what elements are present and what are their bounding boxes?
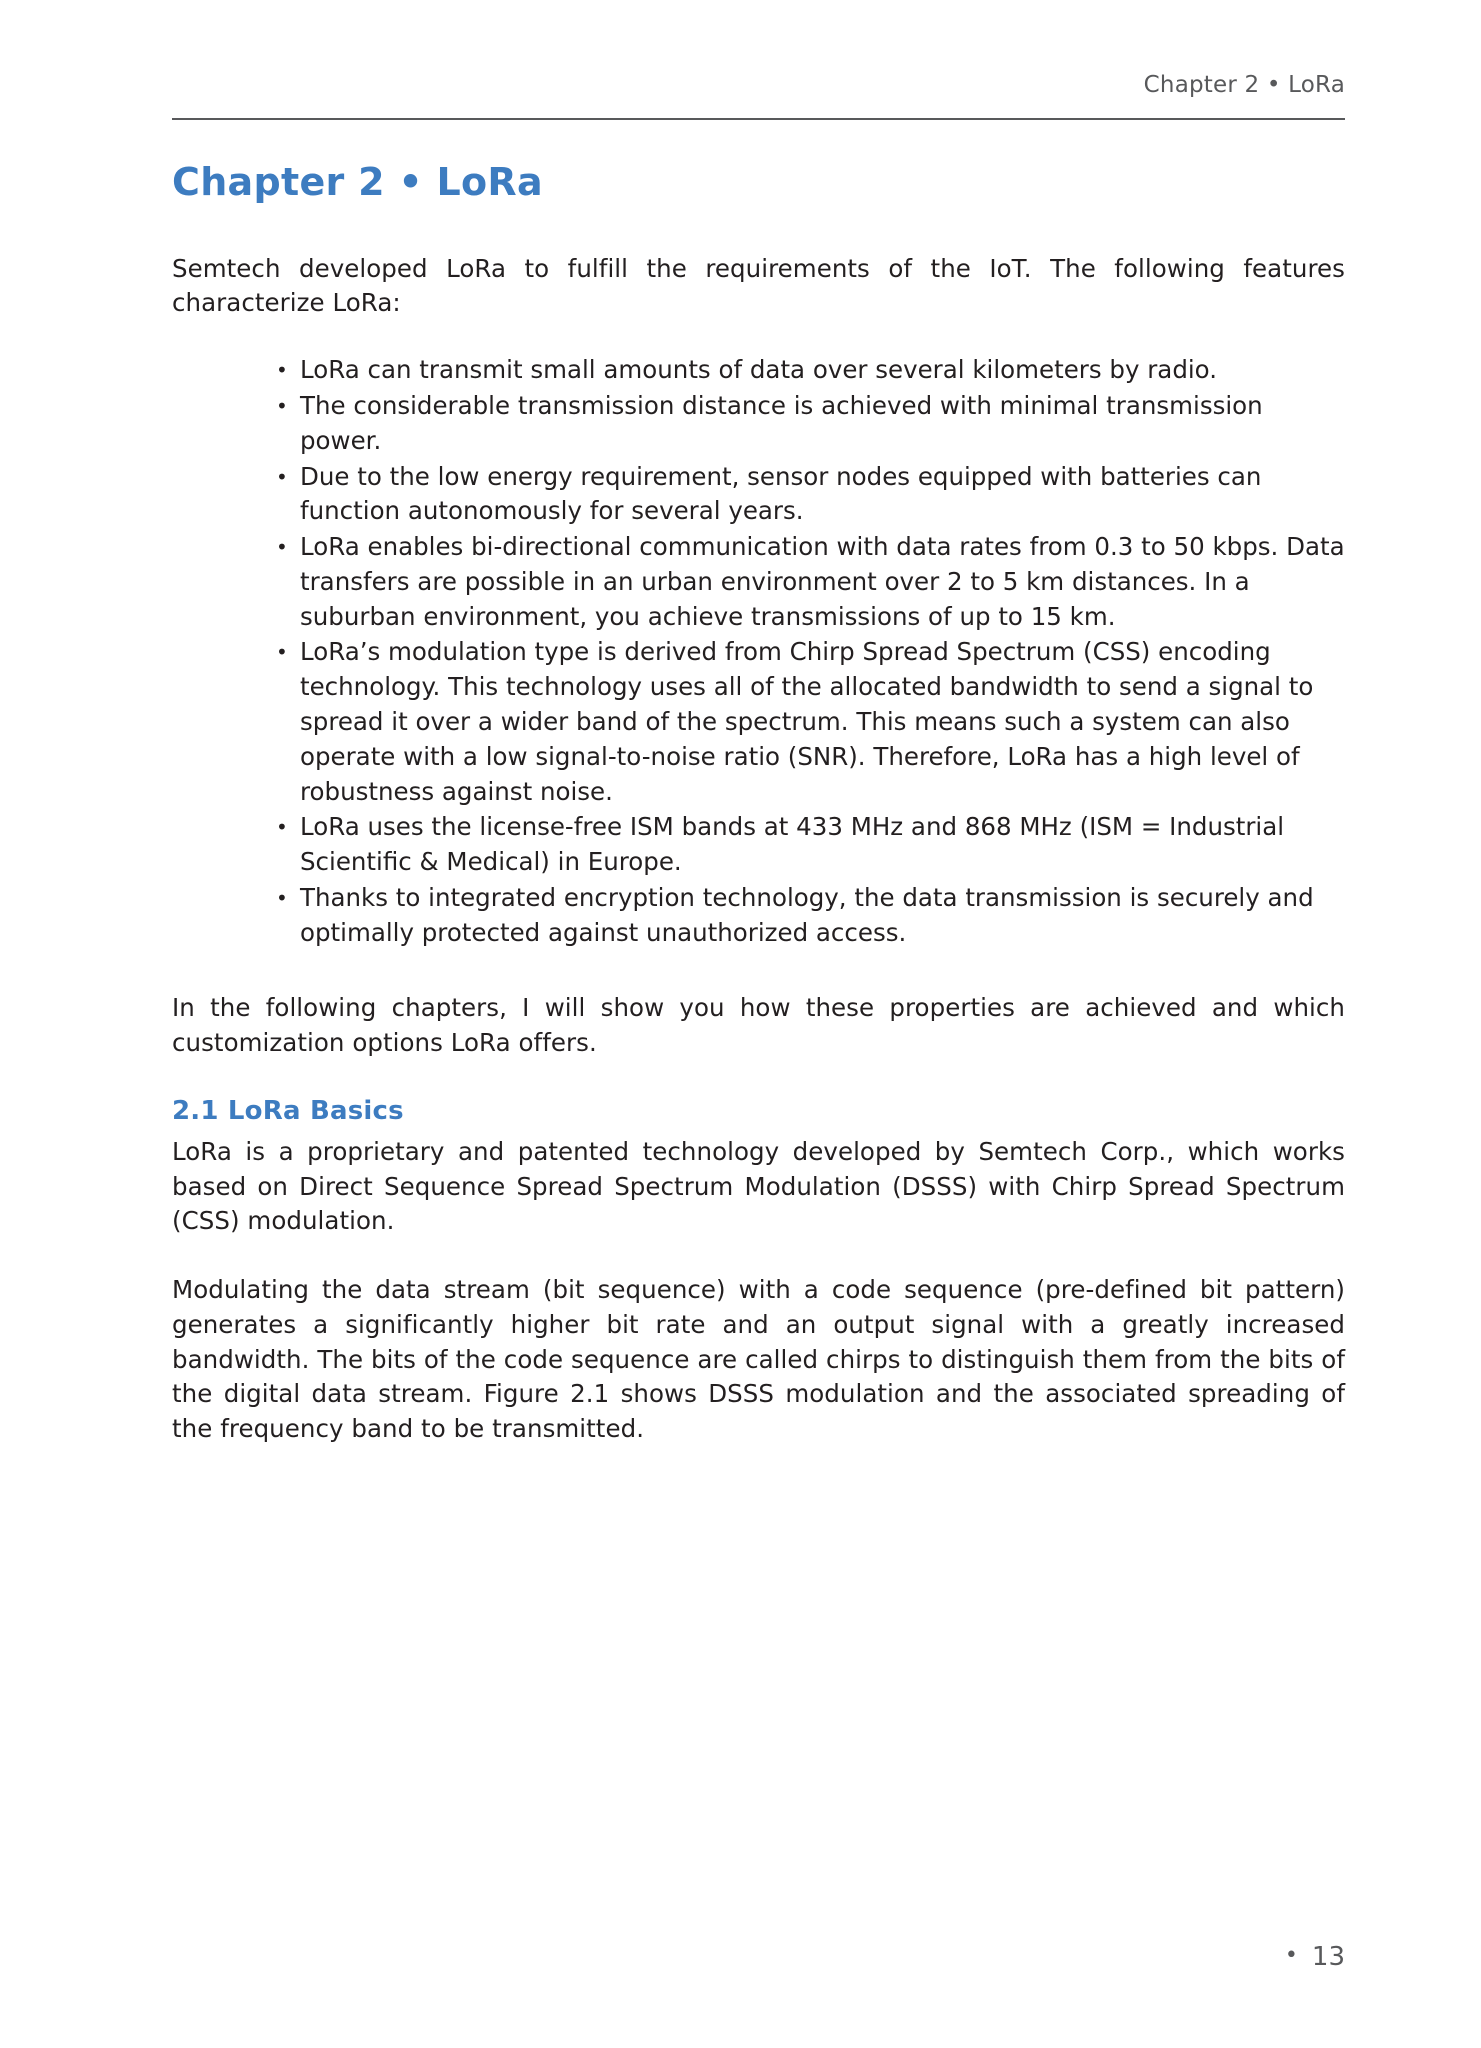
list-item: • LoRa enables bi-directional communication with data rates from 0.3 to 50 kbps. Data transfers are possible in an urban environment over 2 to 5 km distances. In a suburban environment, you achieve transmissions of up to 15 km. [274,530,1345,634]
vertical-spacer [172,1239,1345,1273]
list-item: • LoRa’s modulation type is derived from Chirp Spread Spectrum (CSS) encoding technology. This technology uses all of the allocated bandwidth to send a signal to spread it over a wider band of the spectrum. This means such a system can also operate with a low signal-to-noise ratio (SNR). Therefore, LoRa has a high level of robustness against noise. [274,635,1345,809]
vertical-spacer [172,951,1345,991]
list-item: • The considerable transmission distance is achieved with minimal transmission power. [274,389,1345,459]
section-heading-2-1: 2.1 LoRa Basics [172,1096,404,1126]
header-rule-divider [172,118,1345,120]
chapter-title: Chapter 2 • LoRa [172,160,543,204]
chapter-intro-paragraph: Semtech developed LoRa to fulfill the requirements of the IoT. The following features characterize LoRa: [172,253,1345,318]
section-2-1-paragraph-1: LoRa is a proprietary and patented technology developed by Semtech Corp., which works based on Direct Sequence Spread Spectrum Modulation (DSSS) with Chirp Spread Spectrum (CSS) modulation. [172,1136,1345,1236]
lora-feature-list [172,353,1345,950]
running-header [172,72,1345,100]
chapter-closing-paragraph: In the following chapters, I will show you how these properties are achieved and which customization options LoRa offers. [172,993,1345,1058]
section-2-1-paragraph-2: Modulating the data stream (bit sequence) with a code sequence (pre-defined bit pattern) generates a significantly higher bit rate and an output signal with a greatly increased bandwidth. The bits of the code sequence are called chirps to distinguish them from the bits of the digital data stream. Figure 2.1 shows DSSS modulation and the associated spreading of the frequency band to be transmitted. [172,1275,1345,1444]
page-content [172,160,1345,1447]
list-item: • LoRa uses the license-free ISM bands at 433 MHz and 868 MHz (ISM = Industrial Scientific & Medical) in Europe. [274,810,1345,880]
running-header-text: Chapter 2 • LoRa [1143,72,1345,98]
folio-bullet-icon: • [1284,1943,1298,1968]
page-footer [172,1942,1345,1972]
list-item: • LoRa can transmit small amounts of data over several kilometers by radio. [274,353,1345,388]
vertical-spacer [172,1061,1345,1095]
list-item: • Thanks to integrated encryption technology, the data transmission is securely and optimally protected against unauthorized access. [274,881,1345,951]
list-item: • Due to the low energy requirement, sensor nodes equipped with batteries can function autonomously for several years. [274,460,1345,530]
page-number: 13 [1311,1942,1345,1972]
